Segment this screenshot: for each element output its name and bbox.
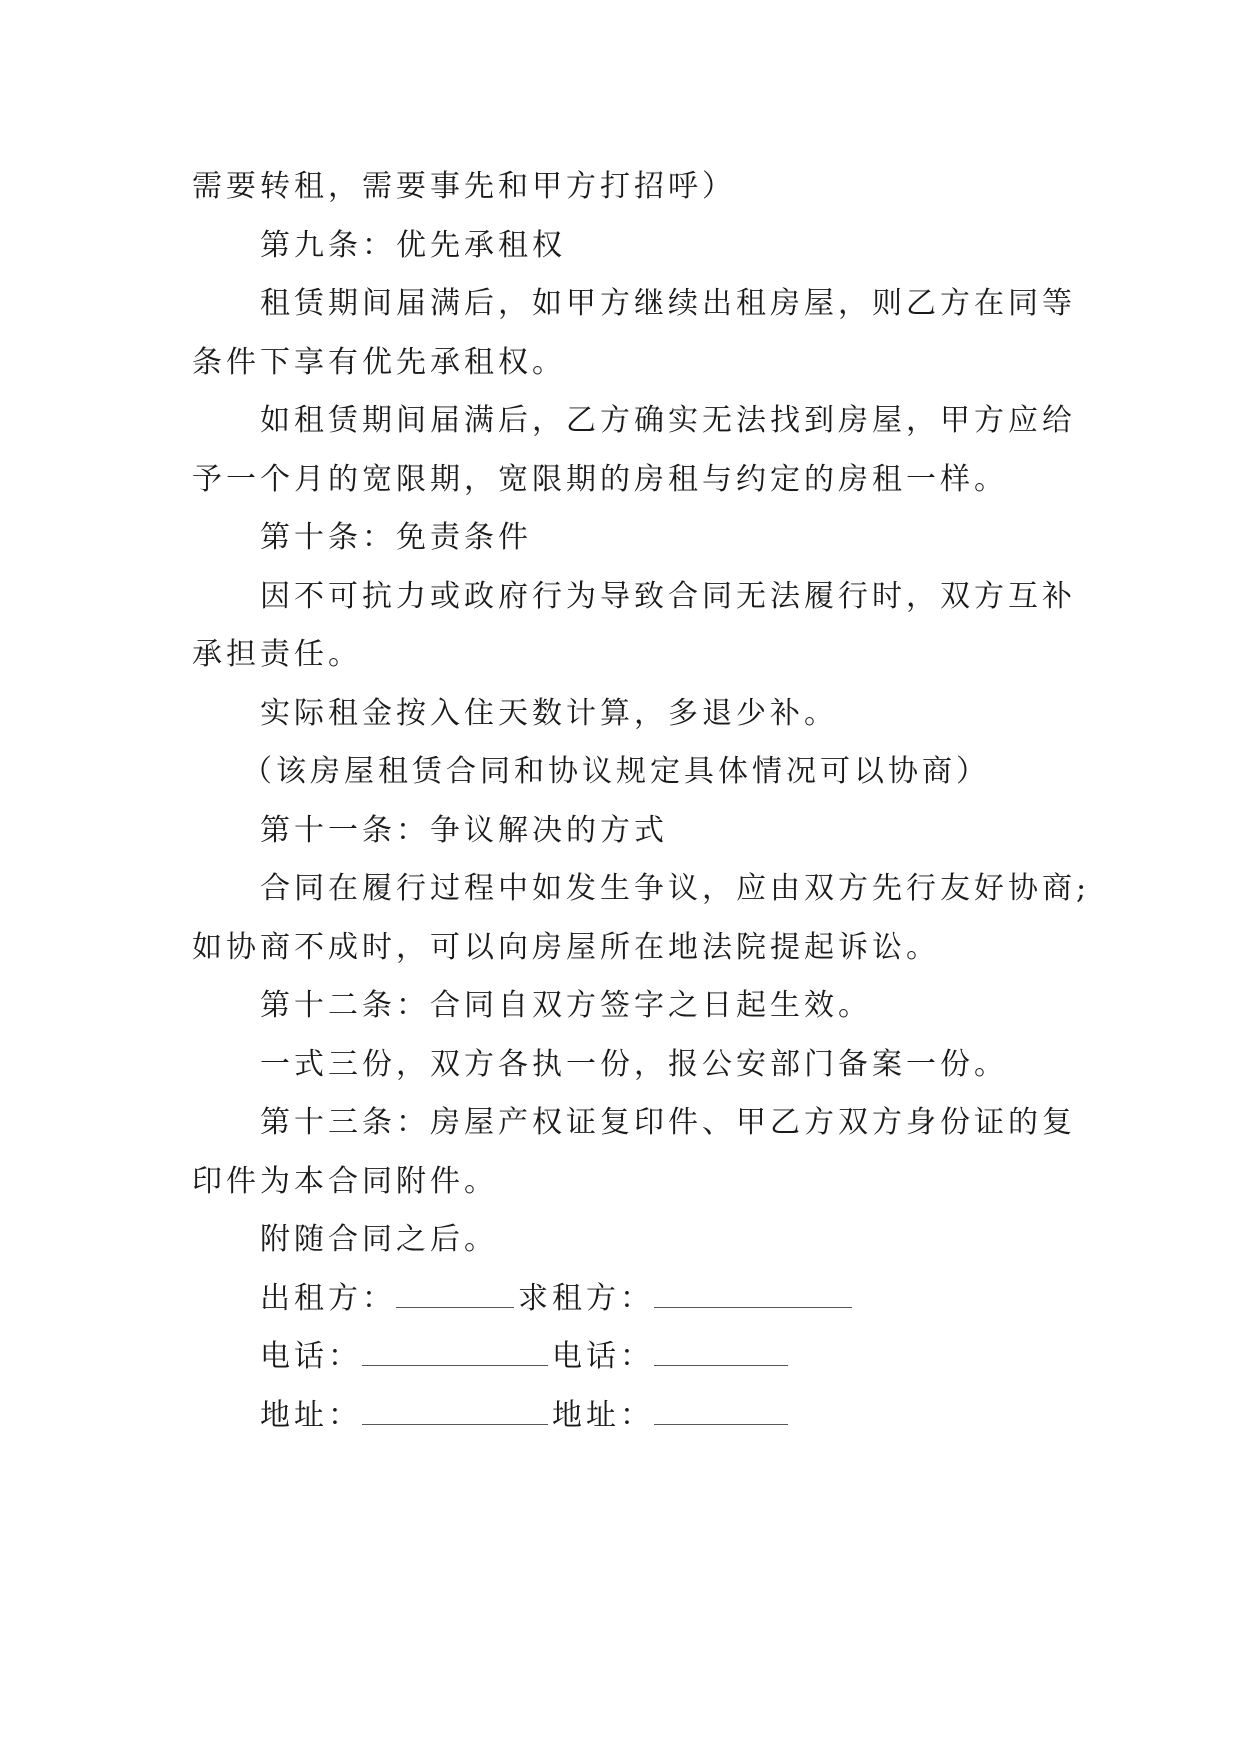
paragraph-line: 因不可抗力或政府行为导致合同无法履行时，双方互补 — [260, 578, 1076, 614]
article-9-heading: 第九条：优先承租权 — [260, 227, 566, 263]
paragraph-line: 予一个月的宽限期，宽限期的房租与约定的房租一样。 — [192, 461, 1008, 497]
article-11-heading: 第十一条：争议解决的方式 — [260, 812, 668, 848]
lessor-blank — [396, 1283, 514, 1308]
parenthetical-note: （该房屋租赁合同和协议规定具体情况可以协商） — [242, 754, 990, 789]
paragraph-line: 附随合同之后。 — [260, 1222, 498, 1257]
phone-label-right: 电话： — [552, 1339, 654, 1374]
paragraph-line: 租赁期间届满后，如甲方继续出租房屋，则乙方在同等 — [260, 286, 1076, 321]
paragraph-line: 一式三份，双方各执一份，报公安部门备案一份。 — [260, 1046, 1008, 1082]
phone-blank-right — [654, 1341, 788, 1366]
paragraph-line: 承担责任。 — [192, 637, 362, 672]
article-10-heading: 第十条：免责条件 — [260, 520, 532, 555]
paragraph-line: 需要转租，需要事先和甲方打招呼） — [192, 169, 736, 204]
paragraph-line: 合同在履行过程中如发生争议，应由双方先行友好协商; — [260, 871, 1091, 906]
phone-label-left: 电话： — [260, 1339, 362, 1374]
signature-row-address — [192, 1387, 1052, 1446]
paragraph-line: 条件下享有优先承租权。 — [192, 344, 566, 380]
document-body — [192, 158, 1091, 1445]
phone-blank-left — [362, 1341, 548, 1366]
lessor-label: 出租方： — [260, 1280, 396, 1316]
paragraph-line: 如租赁期间届满后，乙方确实无法找到房屋，甲方应给 — [260, 403, 1076, 438]
lessee-label: 求租方： — [518, 1280, 654, 1316]
signature-row-parties — [192, 1270, 1052, 1329]
article-13-heading: 第十三条：房屋产权证复印件、甲乙方双方身份证的复 — [260, 1105, 1076, 1140]
paragraph-line: 印件为本合同附件。 — [192, 1163, 498, 1199]
address-label-right: 地址： — [552, 1397, 654, 1433]
address-blank-left — [362, 1400, 548, 1425]
signature-row-phone — [192, 1328, 1052, 1387]
address-label-left: 地址： — [260, 1397, 362, 1433]
lessee-blank — [654, 1283, 852, 1308]
article-12-heading: 第十二条：合同自双方签字之日起生效。 — [260, 988, 872, 1023]
address-blank-right — [654, 1400, 788, 1425]
paragraph-line: 实际租金按入住天数计算，多退少补。 — [260, 695, 838, 731]
paragraph-line: 如协商不成时，可以向房屋所在地法院提起诉讼。 — [192, 929, 940, 965]
